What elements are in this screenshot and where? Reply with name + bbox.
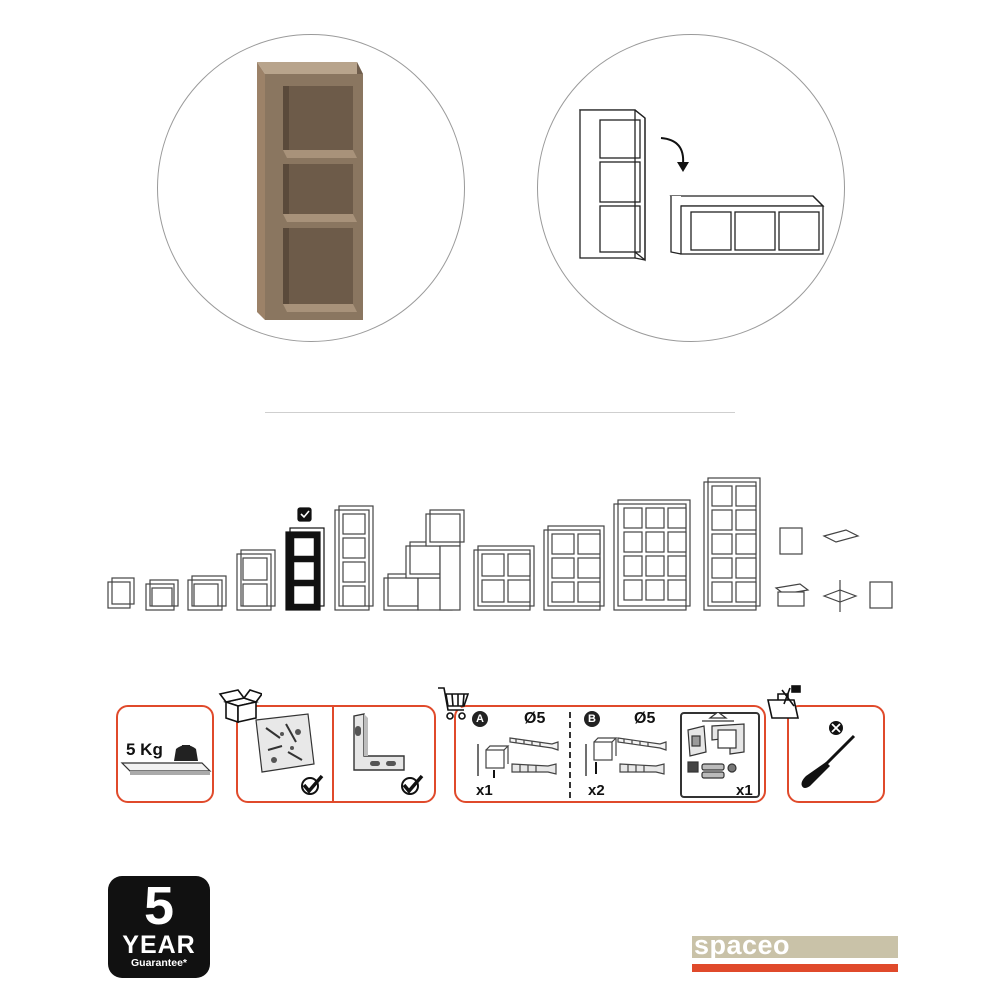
- five-year-guarantee-badge: [108, 876, 210, 978]
- screwdriver-icon: [796, 714, 876, 794]
- range-accessory-back-panel: [870, 582, 892, 608]
- product-range-row: [0, 470, 1000, 620]
- range-cube-single: [188, 576, 226, 610]
- range-2x2: [474, 546, 534, 610]
- guarantee-year: YEAR: [122, 931, 196, 959]
- orientation-illustration: [537, 34, 843, 340]
- screw-icon: [618, 738, 666, 750]
- cart-icon: [436, 684, 470, 722]
- qty-b: x2: [588, 782, 605, 799]
- range-accessory-divider: [824, 580, 856, 612]
- range-cube-small: [146, 580, 178, 610]
- wooden-shelf-illustration: [157, 34, 463, 340]
- checkmark-icon: [398, 774, 424, 798]
- range-cube-narrow: [108, 578, 134, 608]
- fixing-a-illustration: [470, 728, 570, 784]
- qty-a: x1: [476, 782, 493, 799]
- hardware-bag-icon: [252, 712, 316, 776]
- guarantee-number: 5: [143, 876, 175, 936]
- marker-a: A: [472, 711, 488, 727]
- range-accessory-door: [780, 528, 802, 554]
- range-4-cube-tall: [335, 506, 373, 610]
- range-2x5: [704, 478, 760, 610]
- range-3-cube-selected: [286, 508, 324, 610]
- l-bracket-icon: [346, 712, 410, 776]
- range-3x4: [614, 500, 690, 610]
- diameter-a: Ø5: [524, 710, 546, 727]
- brand-red-stripe: [692, 964, 898, 972]
- screw-icon: [510, 738, 558, 750]
- range-accessory-drawer: [776, 584, 808, 606]
- range-staircase: [384, 510, 464, 610]
- range-accessory-shelf: [824, 530, 858, 542]
- wall-plug-icon: [512, 764, 556, 774]
- brand-name: spaceo: [694, 930, 791, 960]
- guarantee-sub: Guarantee*: [130, 957, 188, 969]
- qty-kit: x1: [736, 782, 753, 799]
- checkmark-icon: [298, 774, 324, 798]
- range-2-cube-tall: [237, 550, 275, 610]
- brand-logo: [692, 930, 898, 976]
- marker-b: B: [584, 711, 600, 727]
- diameter-b: Ø5: [634, 710, 656, 727]
- weight-label: 5 Kg: [126, 740, 163, 759]
- fixing-b-illustration: [578, 728, 678, 784]
- box-inner-divider: [332, 705, 334, 803]
- section-divider: [265, 412, 735, 413]
- range-2x3: [544, 526, 604, 610]
- wall-plug-icon: [620, 764, 664, 774]
- fixing-kit-illustration: [682, 712, 754, 780]
